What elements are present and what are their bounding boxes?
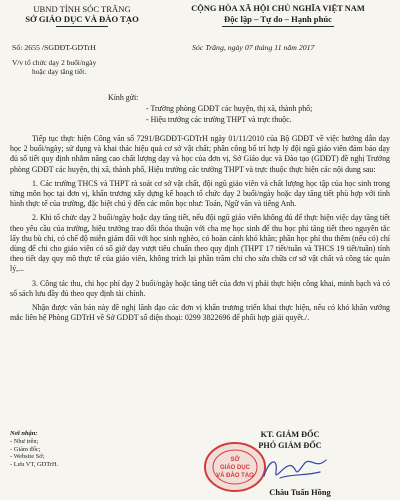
svg-text:GIÁO DỤC: GIÁO DỤC	[220, 465, 250, 471]
recipient-1: - Trường phòng GDĐT các huyện, thị xã, thành phố;	[146, 104, 313, 113]
place-date: Sóc Trăng, ngày 07 tháng 11 năm 2017	[192, 43, 315, 52]
department-underline	[56, 26, 108, 27]
item-2-paragraph: 2. Khi tổ chức dạy 2 buổi/ngày hoặc dạy tăng tiết, nếu đội ngũ giáo viên không đủ để thực hiện việc dạy tăng tiết theo yêu cầu của trường, hiệu trưởng trao đổi thỏa thuận với cha mẹ học sinh để thu học phí tăng tiết theo nguyên tắc lấy thu bù chi, có chế độ miễn giảm đối với học sinh nghèo, có hoàn cảnh khó khăn; phần học phí thu thêm (nếu có) chỉ dùng để chi cho giáo viên có số giờ dạy vượt tiêu chuẩn theo quy định (THPT 17 tiết/tuần và THCS 19 tiết/tuần) tính theo tiết dạy quy mô thực tế của giáo viên, không trích lại phần trăm chi cho sửa chữa cơ sở vật chất và công tác quản lý,...	[10, 213, 390, 274]
noi-nhan-item: - Website Sở;	[10, 453, 45, 461]
kinh-gui-label: Kính gửi:	[108, 93, 139, 102]
official-seal	[202, 440, 268, 494]
subject-line-2: hoặc dạy tăng tiết.	[32, 67, 87, 76]
handwritten-signature	[260, 452, 330, 484]
department-name: SỞ GIÁO DỤC VÀ ĐÀO TẠO	[25, 14, 139, 24]
national-motto: Độc lập – Tự do – Hạnh phúc	[224, 14, 332, 24]
item-3-paragraph: 3. Công tác thu, chi học phí dạy 2 buổi/ngày hoặc tăng tiết của đơn vị phải thực hiện công khai, minh bạch và có sổ sách lưu đầy đủ theo quy định tài chính.	[10, 278, 390, 298]
agency-name: UBND TỈNH SÓC TRĂNG	[33, 4, 131, 14]
recipient-2: - Hiệu trưởng các trường THPT và trực thuộc.	[146, 115, 292, 124]
country-name: CỘNG HÒA XÃ HỘI CHỦ NGHĨA VIỆT NAM	[191, 4, 365, 13]
noi-nhan-item: - Như trên;	[10, 437, 39, 445]
document-body	[10, 134, 390, 323]
svg-text:VÀ ĐÀO TẠO: VÀ ĐÀO TẠO	[216, 473, 254, 479]
signer-name: Châu Tuấn Hồng	[269, 488, 331, 497]
subject-line-1: V/v tổ chức dạy 2 buổi/ngày	[12, 58, 97, 67]
signature-kt: KT. GIÁM ĐỐC	[260, 430, 320, 439]
closing-paragraph: Nhận được văn bản này đề nghị lãnh đạo các đơn vị khẩn trương triển khai thực hiện, nếu có khó khăn vướng mắc liên hệ Phòng GDTrH về Sở GDĐT số điện thoại: 0299 3822696 để phối hợp giải quyết./.	[10, 303, 390, 323]
signature-title: PHÓ GIÁM ĐỐC	[258, 441, 322, 450]
motto-underline	[222, 26, 334, 27]
noi-nhan-item: - Lưu VT, GDTrH.	[10, 461, 59, 469]
noi-nhan-block	[10, 430, 110, 469]
svg-text:SỞ: SỞ	[230, 457, 240, 463]
noi-nhan-item: - Giám đốc;	[10, 445, 41, 453]
document-number: Số: 2655 /SGDĐT-GDTrH	[12, 43, 96, 52]
noi-nhan-label: Nơi nhận:	[10, 430, 38, 437]
intro-paragraph: Tiếp tục thực hiện Công văn số 7291/BGDĐT-GDTrH ngày 01/11/2010 của Bộ GDĐT về việc hướng dẫn dạy học 2 buổi/ngày; sử dụng và khai thác hiệu quả cơ sở vật chất; phân công bố trí hợp lý đội ngũ giáo viên đảm bảo dạy đủ số tiết quy định nhằm nâng cao chất lượng dạy và học của đơn vị, Sở Giáo dục và Đào tạo (GDĐT) đề nghị Trưởng phòng GDĐT các huyện, thị xã, thành phố, Hiệu trưởng các trường THPT và trực thuộc thực hiện các nội dung sau:	[10, 134, 390, 174]
item-1-paragraph: 1. Các trường THCS và THPT rà soát cơ sở vật chất, đội ngũ giáo viên và chất lượng học tập của học sinh trong từng môn học tại đơn vị, khẩn trương xây dựng kế hoạch tổ chức dạy 2 buổi/ngày hoặc dạy tăng tiết phù hợp với tình hình thực tế của trường, đặc biệt chú ý đến các môn học như: Toán, Ngữ văn và tiếng Anh.	[10, 178, 390, 209]
